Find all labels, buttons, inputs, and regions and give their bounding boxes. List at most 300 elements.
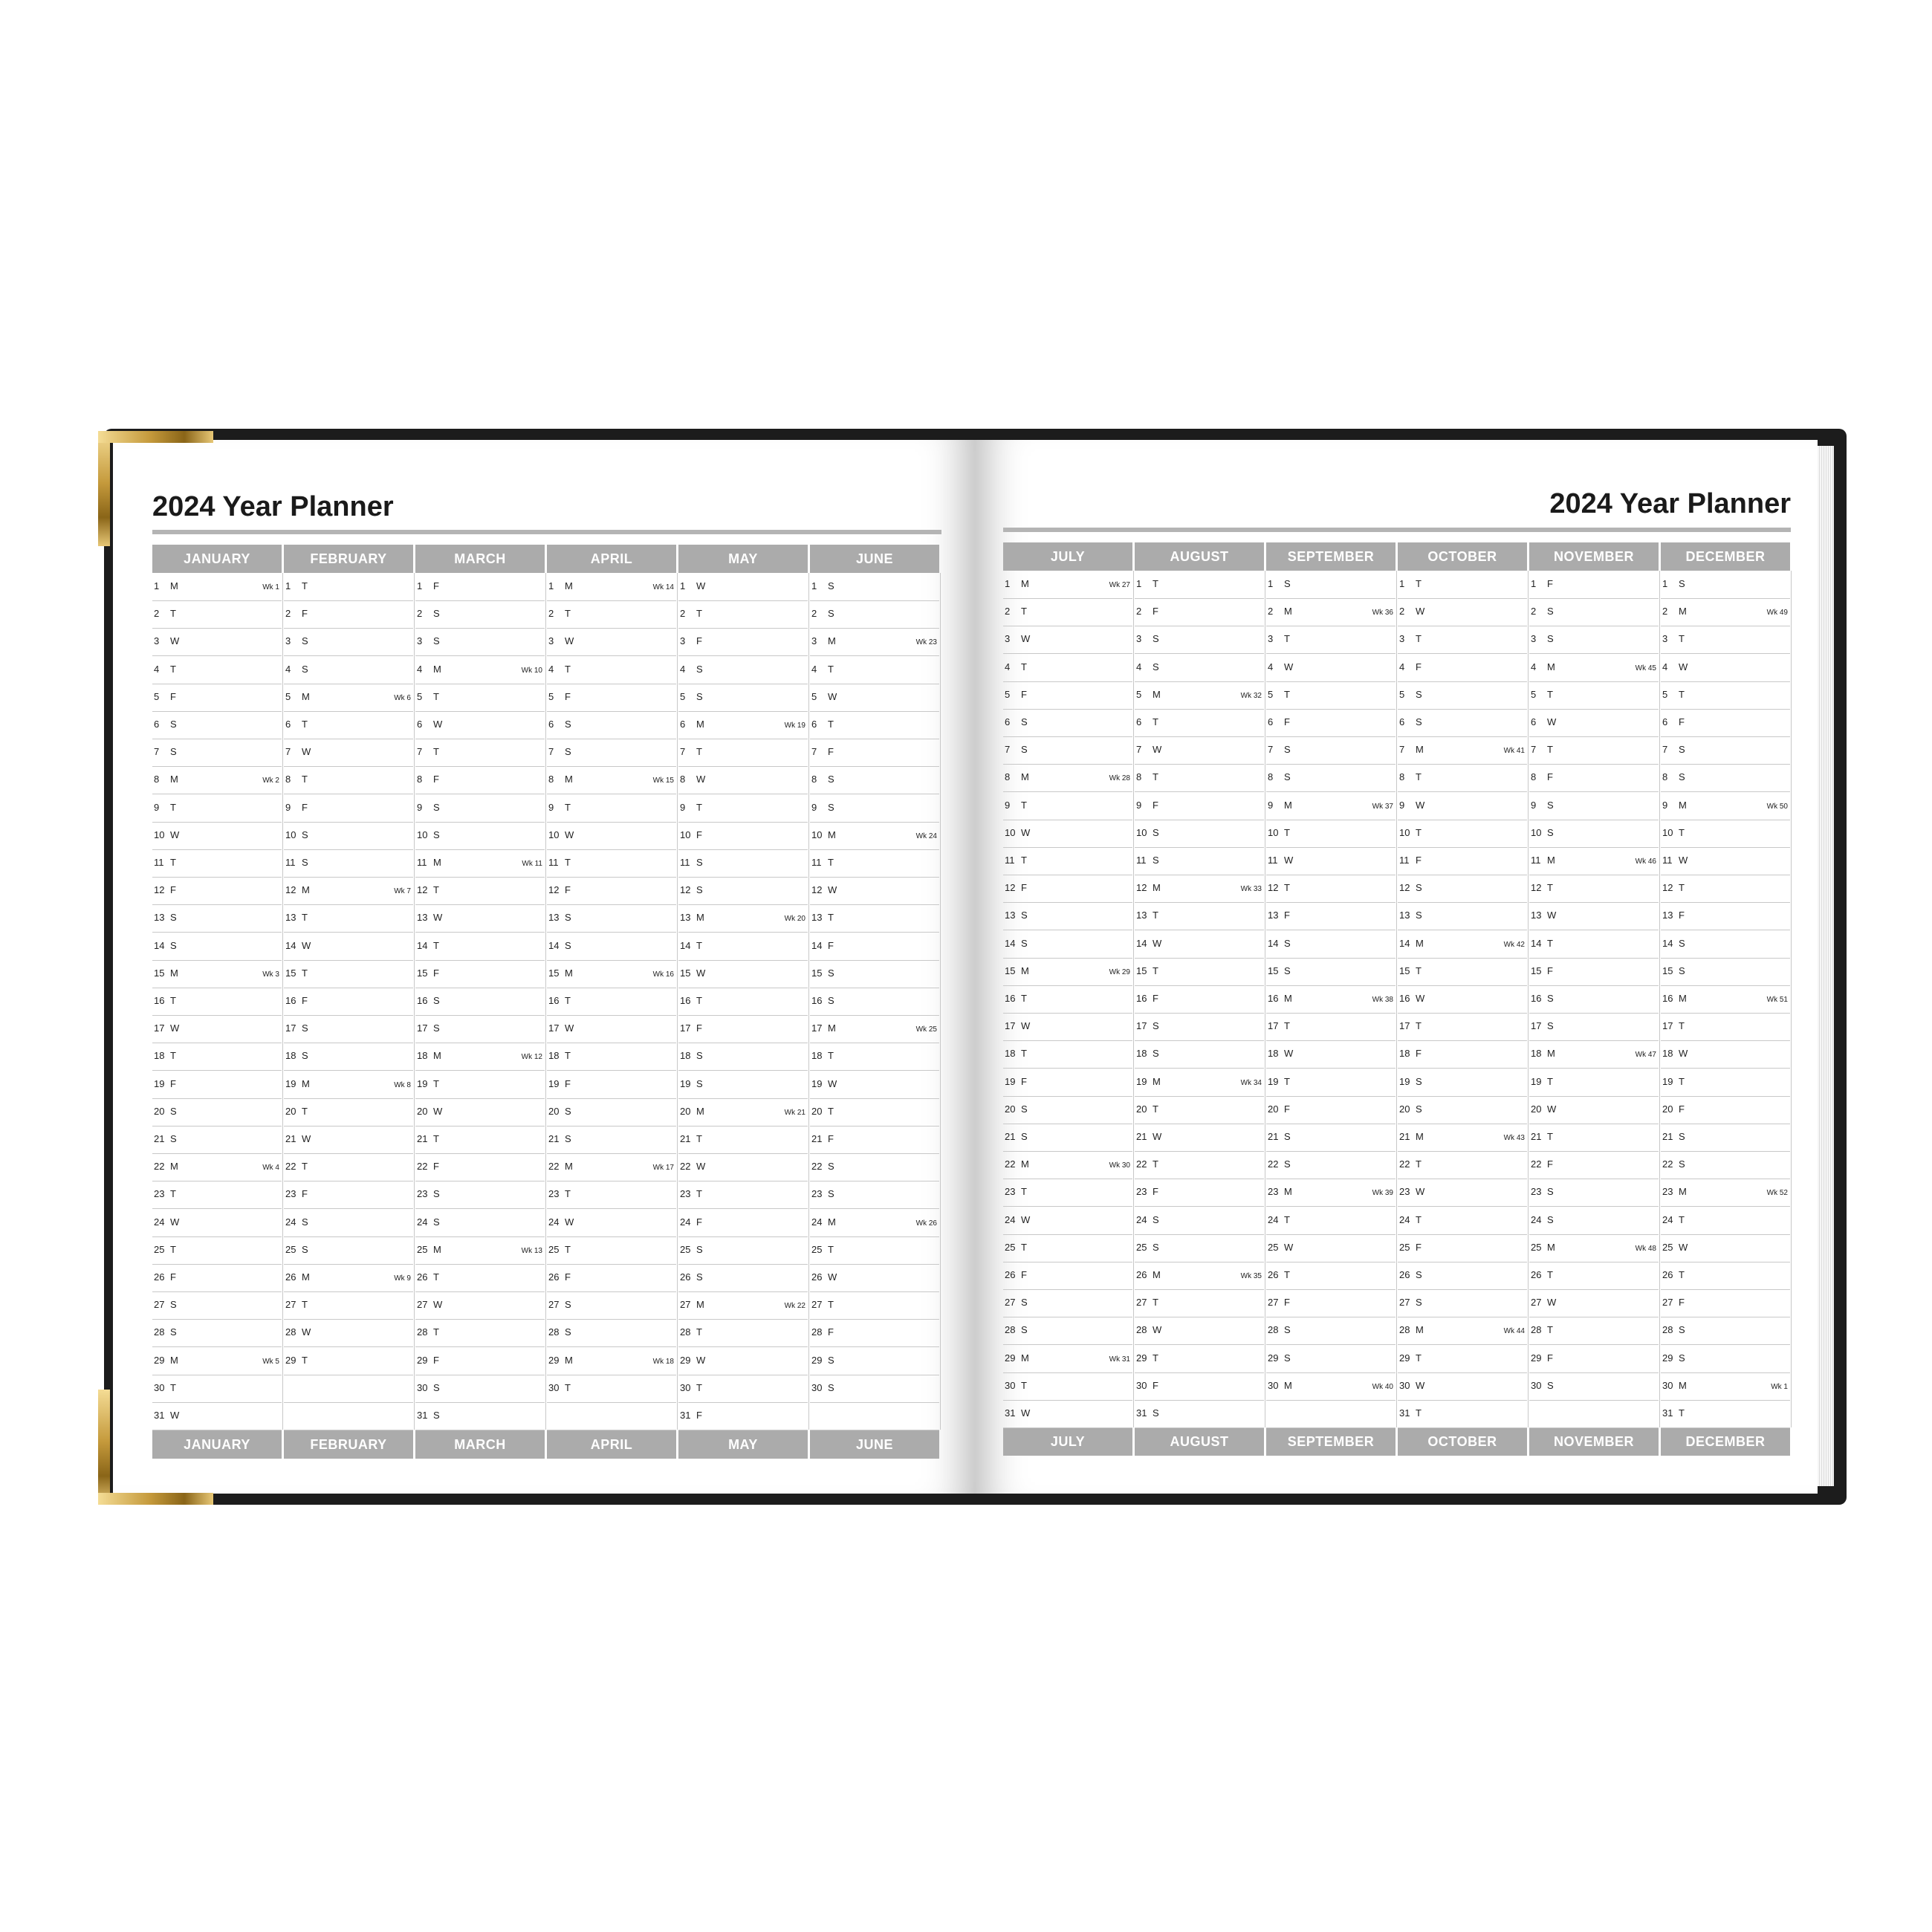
- day-number: 1: [1399, 578, 1405, 589]
- weekday-letter: S: [1284, 1352, 1291, 1364]
- weekday-letter: T: [1547, 688, 1553, 700]
- weekday-letter: F: [1284, 910, 1290, 921]
- day-cell: [678, 1153, 808, 1181]
- day-cell: [152, 849, 282, 878]
- weekday-letter: S: [1284, 771, 1291, 783]
- day-number: 6: [1268, 716, 1274, 727]
- weekday-letter: W: [1679, 855, 1688, 866]
- month-header: FEBRUARY: [284, 545, 413, 573]
- day-number: 4: [548, 663, 554, 675]
- weekday-letter: F: [1021, 1269, 1027, 1280]
- week-number: Wk 25: [915, 1025, 937, 1034]
- weekday-letter: F: [565, 1077, 571, 1089]
- column-divider: [940, 573, 941, 1430]
- weekday-letter: W: [828, 884, 837, 896]
- day-number: 11: [1136, 855, 1147, 866]
- day-cell: [152, 960, 282, 988]
- day-number: 31: [154, 1410, 165, 1421]
- day-number: 17: [1136, 1020, 1147, 1032]
- weekday-letter: M: [1284, 799, 1292, 811]
- weekday-letter: W: [696, 1161, 706, 1173]
- column-divider: [1133, 571, 1134, 1427]
- right-title-rule: [1003, 528, 1791, 532]
- day-number: 22: [548, 1161, 560, 1173]
- weekday-letter: S: [1547, 993, 1554, 1004]
- weekday-letter: M: [433, 663, 441, 675]
- weekday-letter: F: [1021, 688, 1027, 700]
- day-cell: [1135, 902, 1264, 930]
- day-cell: [547, 1402, 676, 1430]
- weekday-letter: S: [828, 1354, 834, 1366]
- day-cell: [284, 1264, 413, 1292]
- weekday-letter: T: [696, 939, 702, 951]
- day-cell: [1003, 681, 1132, 710]
- day-cell: [1266, 820, 1395, 848]
- week-number: Wk 22: [784, 1302, 805, 1311]
- weekday-letter: W: [302, 1326, 311, 1338]
- day-number: 29: [1005, 1352, 1016, 1364]
- weekday-letter: T: [1679, 882, 1685, 894]
- day-cell: [1135, 1400, 1264, 1428]
- day-cell: [415, 684, 545, 712]
- weekday-letter: S: [565, 1326, 571, 1338]
- day-cell: [284, 794, 413, 823]
- day-number: 2: [548, 608, 554, 620]
- day-cell: [1003, 1096, 1132, 1124]
- week-number: Wk 24: [915, 832, 937, 840]
- day-cell: [1661, 958, 1790, 986]
- weekday-letter: M: [1284, 606, 1292, 617]
- weekday-letter: S: [696, 1243, 703, 1255]
- day-cell: [547, 849, 676, 878]
- weekday-letter: T: [170, 1188, 176, 1200]
- week-number: Wk 21: [784, 1108, 805, 1117]
- day-cell: [1135, 1234, 1264, 1262]
- week-number: Wk 19: [784, 722, 805, 730]
- day-cell: [547, 628, 676, 656]
- day-cell: [1266, 1124, 1395, 1152]
- day-cell: [678, 1402, 808, 1430]
- week-number: Wk 7: [394, 887, 411, 896]
- day-number: 17: [285, 1022, 296, 1034]
- weekday-letter: T: [1416, 1158, 1422, 1170]
- day-number: 8: [548, 774, 554, 785]
- day-cell: [678, 1015, 808, 1043]
- weekday-letter: F: [828, 939, 834, 951]
- weekday-letter: T: [1284, 1020, 1290, 1032]
- day-number: 5: [1531, 688, 1537, 700]
- weekday-letter: M: [1021, 965, 1029, 976]
- day-number: 23: [1268, 1186, 1279, 1198]
- weekday-letter: S: [302, 635, 308, 647]
- day-number: 25: [1268, 1241, 1279, 1253]
- day-number: 14: [285, 939, 296, 951]
- day-cell: [1135, 681, 1264, 710]
- weekday-letter: T: [828, 912, 834, 924]
- day-number: 24: [285, 1216, 296, 1228]
- day-cell: [415, 1236, 545, 1265]
- day-number: 14: [1399, 937, 1410, 949]
- weekday-letter: T: [1547, 882, 1553, 894]
- day-cell: [1529, 1013, 1659, 1041]
- weekday-letter: S: [828, 1381, 834, 1393]
- day-cell: [284, 1043, 413, 1071]
- weekday-letter: F: [828, 1326, 834, 1338]
- day-number: 24: [680, 1216, 691, 1228]
- day-cell: [1135, 1096, 1264, 1124]
- day-number: 19: [1531, 1075, 1542, 1087]
- day-cell: [1398, 930, 1527, 959]
- day-cell: [1003, 930, 1132, 959]
- day-cell: [1398, 1400, 1527, 1428]
- day-cell: [152, 1126, 282, 1154]
- day-cell: [1266, 736, 1395, 765]
- weekday-letter: W: [1021, 1020, 1031, 1032]
- day-cell: [1003, 1151, 1132, 1179]
- day-number: 7: [811, 746, 817, 758]
- weekday-letter: S: [433, 635, 440, 647]
- day-cell: [547, 1347, 676, 1375]
- weekday-letter: S: [1153, 1241, 1159, 1253]
- day-cell: [1529, 571, 1659, 599]
- weekday-letter: W: [1547, 716, 1557, 727]
- day-cell: [152, 600, 282, 629]
- weekday-letter: F: [302, 801, 308, 813]
- weekday-letter: T: [1547, 1131, 1553, 1142]
- weekday-letter: W: [170, 1022, 180, 1034]
- day-cell: [1266, 930, 1395, 959]
- weekday-letter: W: [170, 829, 180, 840]
- weekday-letter: S: [433, 1410, 440, 1421]
- day-cell: [1661, 1345, 1790, 1373]
- weekday-letter: W: [1416, 1379, 1425, 1391]
- day-cell: [547, 766, 676, 794]
- day-cell: [415, 849, 545, 878]
- weekday-letter: S: [1547, 633, 1554, 645]
- day-cell: [810, 849, 939, 878]
- day-cell: [1529, 1400, 1659, 1428]
- day-cell: [678, 1236, 808, 1265]
- weekday-letter: M: [1679, 799, 1687, 811]
- day-number: 6: [1662, 716, 1668, 727]
- day-cell: [1266, 764, 1395, 792]
- day-cell: [810, 794, 939, 823]
- weekday-letter: M: [565, 580, 573, 591]
- day-cell: [678, 1319, 808, 1347]
- week-number: Wk 38: [1372, 996, 1393, 1004]
- weekday-letter: T: [1021, 661, 1027, 672]
- day-cell: [678, 684, 808, 712]
- day-cell: [1398, 1345, 1527, 1373]
- weekday-letter: T: [170, 663, 176, 675]
- day-cell: [1661, 1013, 1790, 1041]
- day-number: 30: [417, 1381, 428, 1393]
- day-cell: [1529, 764, 1659, 792]
- day-number: 18: [285, 1050, 296, 1062]
- week-number: Wk 8: [394, 1080, 411, 1089]
- day-number: 23: [285, 1188, 296, 1200]
- column-divider: [282, 573, 283, 1430]
- day-cell: [1135, 847, 1264, 875]
- weekday-letter: M: [302, 884, 310, 896]
- day-number: 18: [1268, 1048, 1279, 1060]
- day-number: 1: [680, 580, 686, 591]
- weekday-letter: T: [1416, 633, 1422, 645]
- day-cell: [1398, 1289, 1527, 1317]
- day-number: 20: [1662, 1103, 1673, 1115]
- month-footer: FEBRUARY: [284, 1430, 413, 1459]
- weekday-letter: T: [696, 608, 702, 620]
- day-number: 16: [1531, 993, 1542, 1004]
- column-divider: [1659, 571, 1660, 1427]
- day-cell: [284, 1209, 413, 1237]
- weekday-letter: S: [1679, 1131, 1685, 1142]
- day-cell: [1266, 875, 1395, 903]
- day-number: 30: [1268, 1379, 1279, 1391]
- day-cell: [1135, 1289, 1264, 1317]
- day-cell: [678, 711, 808, 739]
- day-number: 15: [1531, 965, 1542, 976]
- day-cell: [284, 988, 413, 1016]
- week-number: Wk 49: [1766, 609, 1788, 617]
- weekday-letter: S: [1547, 826, 1554, 838]
- weekday-letter: T: [1021, 606, 1027, 617]
- day-number: 13: [1268, 910, 1279, 921]
- day-number: 25: [1662, 1241, 1673, 1253]
- month-header: JANUARY: [152, 545, 282, 573]
- weekday-letter: T: [302, 580, 308, 591]
- day-cell: [547, 1319, 676, 1347]
- weekday-letter: S: [302, 857, 308, 868]
- day-cell: [415, 573, 545, 601]
- day-cell: [1003, 1289, 1132, 1317]
- weekday-letter: S: [1679, 578, 1685, 589]
- day-number: 9: [548, 801, 554, 813]
- day-cell: [1003, 571, 1132, 599]
- day-number: 3: [680, 635, 686, 647]
- day-number: 20: [1531, 1103, 1542, 1115]
- weekday-letter: S: [1153, 855, 1159, 866]
- weekday-letter: F: [433, 580, 439, 591]
- week-number: Wk 42: [1503, 940, 1525, 949]
- day-number: 4: [1531, 661, 1537, 672]
- weekday-letter: T: [170, 1050, 176, 1062]
- day-number: 8: [1531, 771, 1537, 783]
- weekday-letter: S: [565, 912, 571, 924]
- weekday-letter: T: [828, 1299, 834, 1311]
- day-cell: [415, 822, 545, 850]
- week-number: Wk 6: [394, 693, 411, 702]
- weekday-letter: S: [302, 1022, 308, 1034]
- weekday-letter: M: [1153, 882, 1161, 894]
- day-number: 2: [1531, 606, 1537, 617]
- day-cell: [152, 656, 282, 684]
- day-cell: [1003, 764, 1132, 792]
- weekday-letter: W: [1679, 661, 1688, 672]
- weekday-letter: T: [1153, 716, 1158, 727]
- day-number: 23: [548, 1188, 560, 1200]
- day-number: 23: [680, 1188, 691, 1200]
- weekday-letter: T: [1021, 799, 1027, 811]
- weekday-letter: S: [433, 1216, 440, 1228]
- month-header: APRIL: [547, 545, 676, 573]
- day-number: 7: [1399, 744, 1405, 756]
- day-cell: [1135, 764, 1264, 792]
- day-number: 14: [1268, 937, 1279, 949]
- day-cell: [810, 1347, 939, 1375]
- weekday-letter: F: [1679, 716, 1685, 727]
- day-cell: [1266, 654, 1395, 682]
- weekday-letter: S: [170, 746, 177, 758]
- weekday-letter: T: [1416, 771, 1422, 783]
- day-number: 27: [680, 1299, 691, 1311]
- day-cell: [678, 766, 808, 794]
- day-cell: [152, 1264, 282, 1292]
- column-divider: [1528, 571, 1529, 1427]
- weekday-letter: S: [1153, 1048, 1159, 1060]
- day-number: 21: [1005, 1131, 1016, 1142]
- weekday-letter: T: [302, 1105, 308, 1117]
- day-number: 30: [680, 1381, 691, 1393]
- day-number: 22: [154, 1161, 165, 1173]
- day-cell: [1266, 681, 1395, 710]
- day-cell: [810, 573, 939, 601]
- day-number: 8: [1268, 771, 1274, 783]
- day-cell: [152, 904, 282, 933]
- day-cell: [284, 1402, 413, 1430]
- day-number: 15: [548, 967, 560, 979]
- day-cell: [1529, 626, 1659, 654]
- day-cell: [547, 1126, 676, 1154]
- weekday-letter: S: [1284, 578, 1291, 589]
- day-number: 12: [1136, 882, 1147, 894]
- day-cell: [678, 877, 808, 905]
- day-number: 5: [285, 690, 291, 702]
- day-number: 10: [1399, 826, 1410, 838]
- day-cell: [678, 1291, 808, 1320]
- column-divider: [677, 573, 678, 1430]
- weekday-letter: S: [1021, 1297, 1028, 1309]
- day-number: 24: [1005, 1213, 1016, 1225]
- day-number: 11: [1662, 855, 1673, 866]
- weekday-letter: F: [170, 1271, 176, 1283]
- day-cell: [1266, 1345, 1395, 1373]
- day-number: 20: [1136, 1103, 1147, 1115]
- weekday-letter: M: [1021, 1352, 1029, 1364]
- day-cell: [810, 1236, 939, 1265]
- day-number: 18: [417, 1050, 428, 1062]
- weekday-letter: F: [1021, 1075, 1027, 1087]
- weekday-letter: W: [1284, 661, 1294, 672]
- day-number: 26: [1399, 1269, 1410, 1280]
- day-number: 3: [1531, 633, 1537, 645]
- day-cell: [152, 1153, 282, 1181]
- day-number: 18: [548, 1050, 560, 1062]
- weekday-letter: M: [696, 1105, 704, 1117]
- weekday-letter: M: [1679, 1186, 1687, 1198]
- weekday-letter: W: [302, 939, 311, 951]
- weekday-letter: F: [1679, 1297, 1685, 1309]
- day-number: 1: [285, 580, 291, 591]
- day-number: 25: [680, 1243, 691, 1255]
- weekday-letter: S: [1679, 965, 1685, 976]
- day-number: 26: [1005, 1269, 1016, 1280]
- day-number: 10: [1005, 826, 1016, 838]
- weekday-letter: F: [433, 1161, 439, 1173]
- week-number: Wk 14: [652, 583, 674, 591]
- day-cell: [1003, 847, 1132, 875]
- day-number: 14: [154, 939, 165, 951]
- day-cell: [415, 988, 545, 1016]
- weekday-letter: T: [170, 857, 176, 868]
- day-number: 29: [1268, 1352, 1279, 1364]
- weekday-letter: W: [1153, 937, 1162, 949]
- day-number: 21: [285, 1133, 296, 1144]
- day-cell: [1003, 1040, 1132, 1069]
- day-number: 19: [548, 1077, 560, 1089]
- day-number: 13: [1136, 910, 1147, 921]
- weekday-letter: T: [1679, 1269, 1685, 1280]
- weekday-letter: W: [1679, 1241, 1688, 1253]
- day-cell: [152, 1347, 282, 1375]
- day-cell: [547, 822, 676, 850]
- weekday-letter: S: [565, 1299, 571, 1311]
- day-cell: [1003, 1013, 1132, 1041]
- day-cell: [1398, 1317, 1527, 1345]
- day-number: 16: [417, 995, 428, 1006]
- day-number: 20: [154, 1105, 165, 1117]
- weekday-letter: S: [696, 690, 703, 702]
- day-cell: [284, 960, 413, 988]
- week-number: Wk 15: [652, 777, 674, 785]
- day-cell: [678, 960, 808, 988]
- day-cell: [1398, 1096, 1527, 1124]
- day-number: 14: [680, 939, 691, 951]
- day-cell: [547, 739, 676, 767]
- weekday-letter: T: [1284, 1075, 1290, 1087]
- day-cell: [415, 1126, 545, 1154]
- day-cell: [547, 1291, 676, 1320]
- day-number: 12: [1662, 882, 1673, 894]
- day-cell: [1135, 875, 1264, 903]
- day-number: 5: [811, 690, 817, 702]
- weekday-letter: S: [696, 1271, 703, 1283]
- weekday-letter: M: [433, 857, 441, 868]
- day-cell: [1003, 1345, 1132, 1373]
- day-cell: [678, 628, 808, 656]
- day-cell: [1135, 958, 1264, 986]
- weekday-letter: M: [1679, 993, 1687, 1004]
- week-number: Wk 10: [521, 666, 542, 675]
- day-number: 28: [548, 1326, 560, 1338]
- weekday-letter: S: [170, 1105, 177, 1117]
- day-number: 22: [680, 1161, 691, 1173]
- weekday-letter: S: [1416, 688, 1422, 700]
- day-cell: [1266, 626, 1395, 654]
- week-number: Wk 3: [262, 970, 279, 979]
- day-cell: [1003, 1400, 1132, 1428]
- day-cell: [415, 794, 545, 823]
- day-cell: [1135, 1345, 1264, 1373]
- week-number: Wk 36: [1372, 609, 1393, 617]
- bottom-corner-protector-edge: [98, 1493, 213, 1505]
- day-number: 28: [154, 1326, 165, 1338]
- day-number: 20: [285, 1105, 296, 1117]
- day-cell: [1003, 1372, 1132, 1401]
- day-cell: [547, 904, 676, 933]
- day-number: 15: [1399, 965, 1410, 976]
- week-number: Wk 50: [1766, 802, 1788, 811]
